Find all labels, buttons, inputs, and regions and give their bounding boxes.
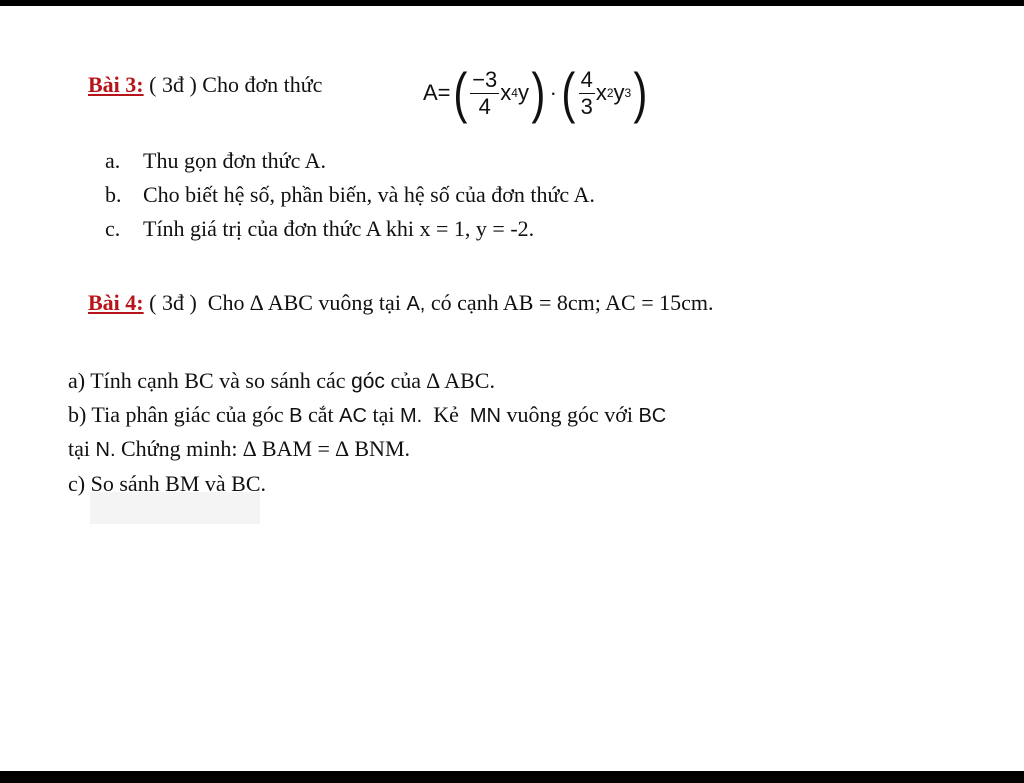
part-b-7: Kẻ xyxy=(433,402,459,427)
item-text: Thu gọn đơn thức A. xyxy=(143,148,327,173)
part-b-6: M. xyxy=(399,405,423,427)
right-paren-1: ) xyxy=(531,61,546,124)
part-b-10: BC xyxy=(638,405,667,427)
part-a-3: của ∆ ABC. xyxy=(390,368,495,393)
item-text: Tính giá trị của đơn thức A khi x = 1, y = -2. xyxy=(143,216,535,241)
bai4-part-b xyxy=(68,402,666,428)
term2-exponent-y: 3 xyxy=(624,86,632,100)
part-b-9: vuông góc với xyxy=(506,402,633,427)
fraction-2 xyxy=(579,67,595,120)
bai3-title: Bài 3: xyxy=(88,72,144,97)
fraction-2-numerator: 4 xyxy=(580,66,593,92)
multiply-dot: · xyxy=(549,80,557,105)
bai4-statement-1: Cho ∆ ABC vuông tại xyxy=(207,290,401,315)
item-text: Cho biết hệ số, phần biến, và hệ số của đơn thức A. xyxy=(143,182,595,207)
bai4-part-b-line2 xyxy=(68,436,410,462)
part-b-8: MN xyxy=(469,405,501,427)
left-paren-2: ( xyxy=(561,61,576,124)
bai4-part-c xyxy=(68,471,266,497)
bai3-item-a xyxy=(105,148,326,174)
part-b2-3: Chứng minh: xyxy=(121,436,238,461)
term1-var: x xyxy=(500,80,512,105)
fraction-1-numerator: −3 xyxy=(472,66,498,92)
term1-exponent: 4 xyxy=(511,86,518,100)
bai4-statement-2: A, xyxy=(406,293,426,315)
right-paren-2: ) xyxy=(633,61,648,124)
bai3-heading xyxy=(88,72,322,98)
bai3-item-c xyxy=(105,216,534,242)
item-marker: b. xyxy=(105,182,122,207)
formula-lhs: A= xyxy=(423,80,451,105)
part-b2-2: N. xyxy=(95,439,116,461)
part-a-1: a) Tính cạnh BC và so sánh các xyxy=(68,368,346,393)
bai4-title: Bài 4: xyxy=(88,290,144,315)
bai4-part-a xyxy=(68,368,495,394)
part-b-4: AC xyxy=(339,405,367,427)
term2-y: y xyxy=(613,80,625,105)
left-paren-1: ( xyxy=(452,61,467,124)
bai4-heading xyxy=(88,290,714,316)
term2-var: x xyxy=(595,80,607,105)
document-page xyxy=(0,6,1024,771)
part-b-3: cắt xyxy=(308,402,334,427)
fraction-2-denominator: 3 xyxy=(580,93,593,119)
monomial-formula xyxy=(423,54,650,132)
bai3-item-b xyxy=(105,182,595,208)
part-b-1: b) Tia phân giác của góc xyxy=(68,402,284,427)
fraction-1 xyxy=(470,67,499,120)
part-b2-4: ∆ BAM = ∆ BNM. xyxy=(242,436,411,461)
term1-y: y xyxy=(517,80,529,105)
fraction-1-denominator: 4 xyxy=(478,93,491,119)
bai3-points: ( 3đ ) xyxy=(149,72,197,97)
bai4-points: ( 3đ ) xyxy=(149,290,197,315)
item-marker: a. xyxy=(105,148,121,173)
part-c: c) So sánh BM và BC. xyxy=(68,471,266,496)
item-marker: c. xyxy=(105,216,121,241)
term2-exponent-x: 2 xyxy=(606,86,614,100)
part-b2-1: tại xyxy=(68,436,90,461)
bai3-intro: Cho đơn thức xyxy=(202,72,323,97)
part-b-2: B xyxy=(289,405,303,427)
bai4-statement-3: có cạnh AB = 8cm; AC = 15cm. xyxy=(430,290,714,315)
part-a-2: góc xyxy=(351,370,385,393)
part-b-5: tại xyxy=(372,402,395,427)
